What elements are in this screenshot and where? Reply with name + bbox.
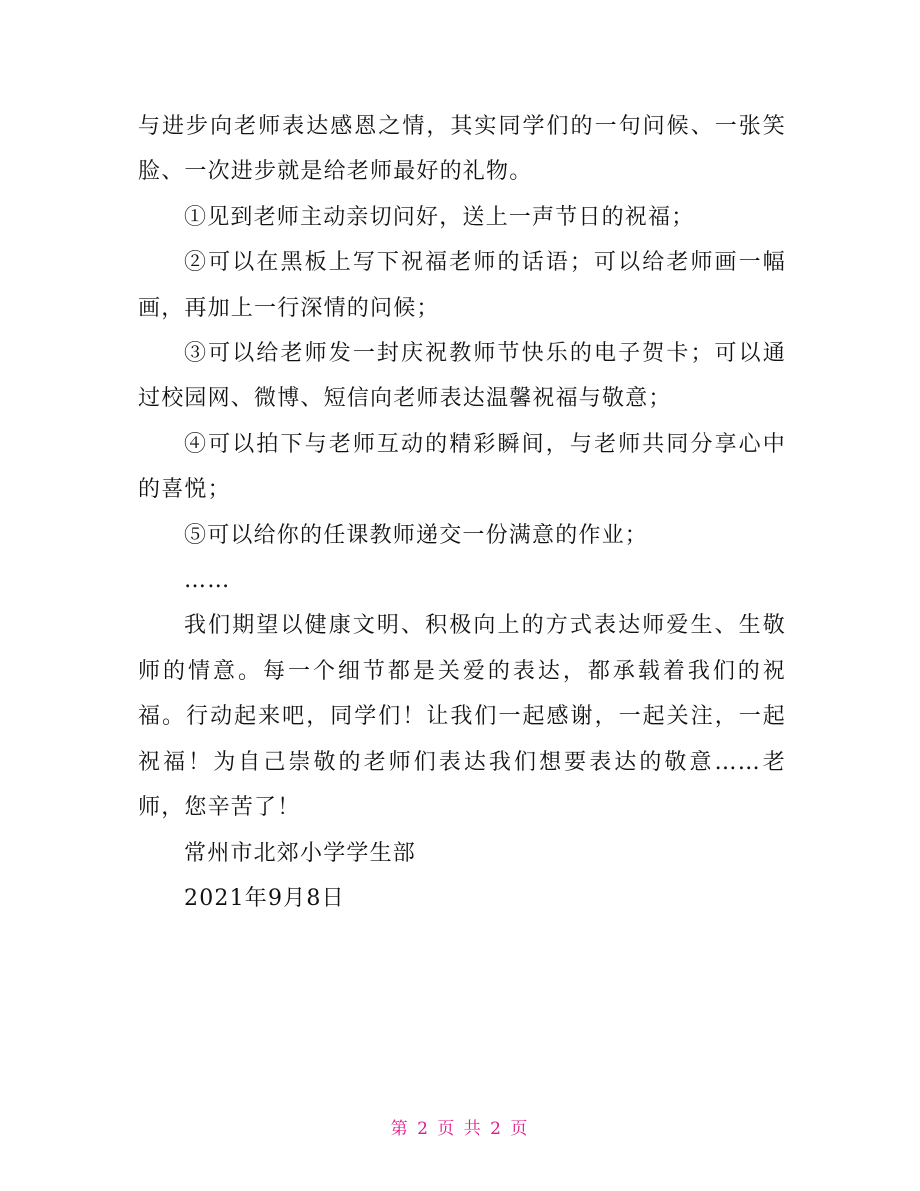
signature-date: 2021年9月8日	[184, 885, 345, 911]
paragraph-closing: 我们期望以健康文明、积极向上的方式表达师爱生、生敬师的情意。每一个细节都是关爱的表达，都承载着我们的祝福。行动起来吧，同学们！让我们一起感谢，一起关注，一起祝福！为自己崇敬的老师们表达我们想要表达的敬意……老师，您辛苦了！	[138, 613, 786, 821]
paragraph-item-1: ①见到老师主动亲切问好，送上一声节日的祝福；	[184, 204, 695, 230]
signature-organization: 常州市北郊小学学生部	[184, 840, 417, 866]
paragraph-item-5: ⑤可以给你的任课教师递交一份满意的作业；	[184, 522, 649, 548]
paragraph-ellipsis: ……	[184, 568, 231, 594]
paragraph-item-3: ③可以给老师发一封庆祝教师节快乐的电子贺卡；可以通过校园网、微博、短信向老师表达温馨祝福与敬意；	[138, 341, 786, 412]
page-footer	[0, 1114, 920, 1139]
page-number-label: 第 2 页 共 2 页	[390, 1119, 530, 1139]
document-body	[138, 104, 786, 921]
paragraph-continuation: 与进步向老师表达感恩之情，其实同学们的一句问候、一张笑脸、一次进步就是给老师最好的礼物。	[138, 114, 786, 185]
paragraph-item-4: ④可以拍下与老师互动的精彩瞬间，与老师共同分享心中的喜悦；	[138, 431, 786, 503]
paragraph-item-2: ②可以在黑板上写下祝福老师的话语；可以给老师画一幅画，再加上一行深情的问候；	[138, 250, 786, 321]
